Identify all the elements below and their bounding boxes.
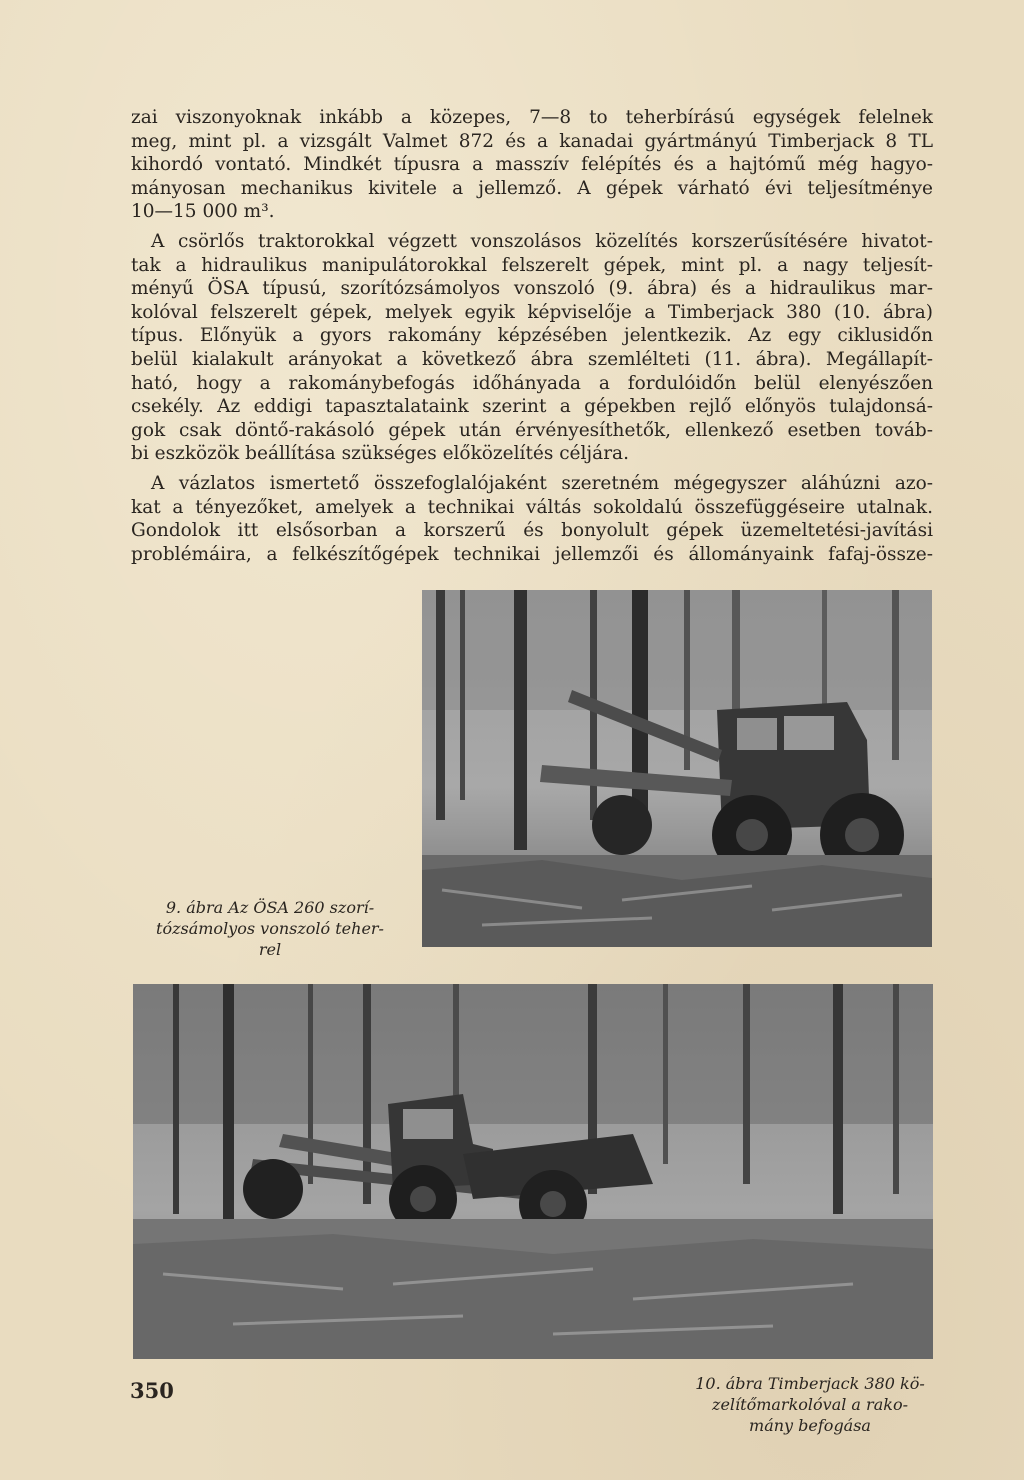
caption-line: rel [258, 940, 282, 959]
text-line: kat a tényezőket, amelyek a technikai váltás sokoldalú összefüggéseire utalnak. [131, 496, 933, 518]
figure-10-caption [665, 1373, 955, 1436]
text-line: belül kialakult arányokat a következő ábra szemlélteti (11. ábra). Megállapít- [131, 348, 933, 370]
paragraph-1 [131, 106, 933, 224]
text-line: A vázlatos ismertető összefoglalójaként szeretném mégegyszer aláhúzni azo- [151, 473, 933, 494]
text-line: kihordó vontató. Mindkét típusra a masszív felépítés és a hajtómű még hagyo- [131, 154, 933, 176]
text-line: Gondolok itt elsősorban a korszerű és bonyolult gépek üzemeltetési-javítási [131, 520, 933, 542]
text-line: csekély. Az eddigi tapasztalataink szerint a gépekben rejlő előnyös tulajdonsá- [131, 396, 933, 418]
figure-10-photo [133, 984, 933, 1359]
caption-line: 10. ábra Timberjack 380 kö- [695, 1374, 925, 1393]
caption-line: tózsámolyos vonszoló teher- [156, 919, 384, 938]
caption-line: mány befogása [749, 1416, 871, 1435]
text-line: ható, hogy a rakománybefogás időhányada a fordulóidőn belül elenyészően [131, 372, 933, 394]
text-line: ményű ÖSA típusú, szorítózsámolyos vonszoló (9. ábra) és a hidraulikus mar- [131, 278, 933, 300]
text-line: kolóval felszerelt gépek, melyek egyik képviselője a Timberjack 380 (10. ábra) [131, 301, 933, 323]
text-line: bi eszközök beállítása szükséges előközelítés céljára. [131, 443, 629, 465]
text-line: meg, mint pl. a vizsgált Valmet 872 és a kanadai gyártmányú Timberjack 8 TL [131, 130, 933, 152]
text-line: 10—15 000 m³. [131, 201, 275, 223]
text-line: A csörlős traktorokkal végzett vonszolásos közelítés korszerűsítésére hivatot- [151, 231, 933, 252]
figure-9-photo [422, 590, 932, 947]
page-number: 350 [130, 1378, 174, 1403]
caption-line: 9. ábra Az ÖSA 260 szorí- [165, 898, 375, 917]
text-line: zai viszonyoknak inkább a közepes, 7—8 to teherbírású egységek felelnek [131, 107, 933, 128]
text-line: problémáira, a felkészítőgépek technikai jellemzői és állományaink fafaj-össze- [131, 543, 933, 565]
text-line: típus. Előnyük a gyors rakomány képzésében jelentkezik. Az egy ciklusidőn [131, 325, 933, 347]
text-line: gok csak döntő-rakásoló gépek után érvényesíthetők, ellenkező esetben továb- [131, 419, 933, 441]
paragraph-3 [131, 472, 933, 566]
text-line: mányosan mechanikus kivitele a jellemző. A gépek várható évi teljesítménye [131, 177, 933, 199]
caption-line: zelítőmarkolóval a rako- [712, 1395, 908, 1414]
paragraph-2 [131, 230, 933, 466]
figure-9-caption [130, 897, 410, 960]
text-line: tak a hidraulikus manipulátorokkal felszerelt gépek, mint pl. a nagy teljesít- [131, 254, 933, 276]
